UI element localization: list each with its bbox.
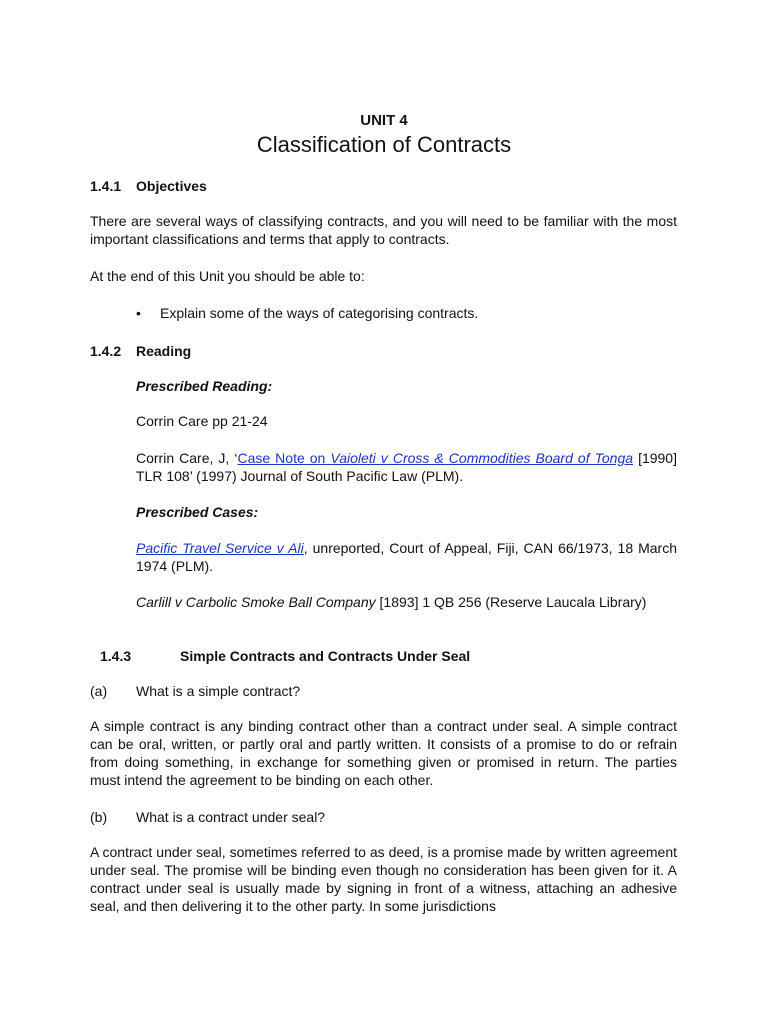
bullet-icon: • [136,305,141,321]
case-item-2 [136,593,677,611]
section-heading-simple-contracts [100,647,470,665]
pacific-travel-link[interactable]: Pacific Travel Service v Ali [136,540,304,556]
section-heading-objectives [90,177,207,195]
item-a-answer: A simple contract is any binding contract other than a contract under seal. A simple contract can be oral, written, or partly oral and partly written. It consists of a promise to do or refrain from doing something, in exchange for something given or promised in return. The parties must intend the agreement to be binding on each other. [90,718,677,788]
objectives-intro: There are several ways of classifying contracts, and you will need to be familiar with the most important classifications and terms that apply to contracts. [90,213,677,247]
page-title: Classification of Contracts [256,132,512,157]
item-a-label: (a) [90,683,108,699]
reading-item-2 [136,449,677,485]
case-note-link-case-name: Vaioleti v Cross & Commodities Board of Tonga [330,450,634,466]
section-title: Objectives [136,178,207,194]
item-b-answer: A contract under seal, sometimes referred to as deed, is a promise made by written agreement under seal. The promise will be binding even though no consideration has been given for it. A contract under seal is usually made by signing in front of a witness, attaching an adhesive seal, and then delivering it to the other party. In some jurisdictions [90,844,677,914]
section-title: Reading [136,343,192,359]
unit-label: UNIT 4 [360,112,408,129]
section-number: 1.4.3 [100,648,132,664]
section-title: Simple Contracts and Contracts Under Seal [180,648,471,664]
case-2-suffix: [1893] 1 QB 256 (Reserve Laucala Library) [375,594,647,610]
case-1-suffix: , unreported, Court of Appeal, Fiji, CAN 66/1973, 18 March 1974 (PLM). [136,540,678,574]
objective-bullet: Explain some of the ways of categorising contracts. [160,305,479,321]
item-b-question: What is a contract under seal? [136,809,326,825]
section-heading-reading [90,342,191,360]
prescribed-reading-label: Prescribed Reading: [136,378,273,394]
case-note-link[interactable] [237,450,633,466]
section-number: 1.4.2 [90,343,122,359]
prescribed-cases-label: Prescribed Cases: [136,504,259,520]
item-b-label: (b) [90,809,108,825]
case-item-1 [136,539,677,575]
item-a-question: What is a simple contract? [136,683,301,699]
case-2-name: Carlill v Carbolic Smoke Ball Company [136,594,376,610]
section-number: 1.4.1 [90,178,122,194]
objectives-lead-in: At the end of this Unit you should be able to: [90,268,365,284]
reading-item-1: Corrin Care pp 21-24 [136,413,268,429]
reading-2-suffix: [1990] TLR 108’ (1997) Journal of South Pacific Law (PLM). [136,450,677,484]
reading-2-prefix: Corrin Care, J, ‘ [136,450,238,466]
case-note-link-text: Case Note on [237,450,331,466]
